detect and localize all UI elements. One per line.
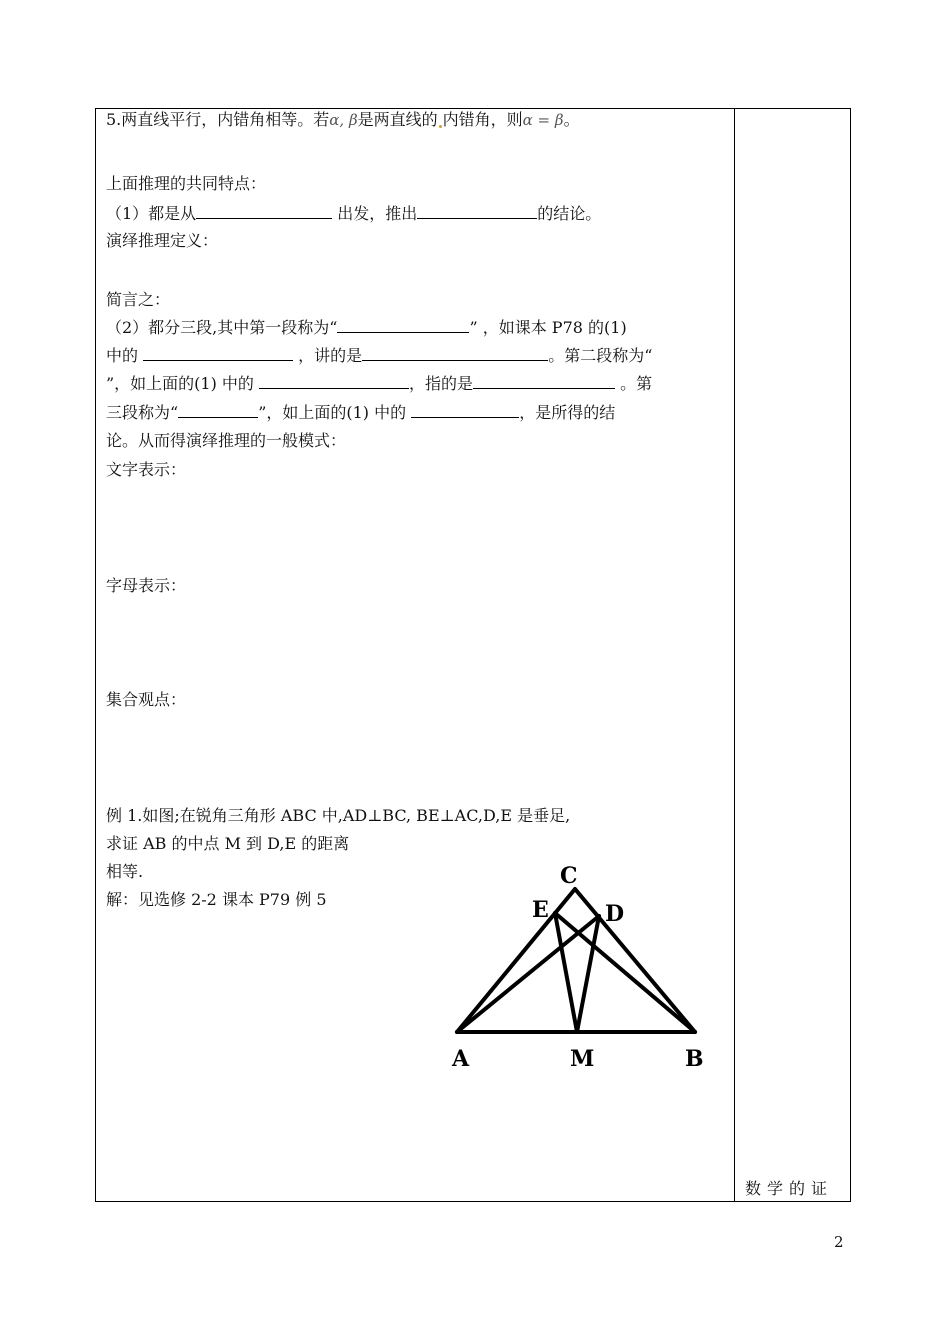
- item2-line1-b: ” ，如课本 P78 的(1): [469, 318, 627, 337]
- item1-blank-1[interactable]: [196, 203, 332, 219]
- item2-line3: [106, 373, 652, 394]
- item2-line3-c: 。第: [615, 374, 653, 393]
- item2-line1: [106, 317, 627, 338]
- item2-line1-a: （2）都分三段,其中第一段称为“: [106, 318, 338, 337]
- statement-middle: 是两直线的: [357, 110, 438, 129]
- item2-blank-1[interactable]: [337, 317, 469, 333]
- common-heading: 上面推理的共同特点：: [106, 174, 267, 193]
- item2-blank-6[interactable]: [178, 402, 258, 418]
- item2-line2-b: ，讲的是: [293, 346, 363, 365]
- side-column-text: 数学的证: [745, 1179, 834, 1198]
- segment-be: [555, 913, 695, 1032]
- letter-representation-heading: 字母表示：: [106, 576, 187, 595]
- text-representation-heading: 文字表示：: [106, 460, 187, 479]
- item2-line4-a: 三段称为“: [106, 403, 179, 422]
- item2-blank-4[interactable]: [259, 373, 409, 389]
- item2-line2-a: 中的: [106, 346, 144, 365]
- example-line2: 求证 AB 的中点 M 到 D,E 的距离: [106, 834, 350, 853]
- item1-blank-2[interactable]: [417, 203, 537, 219]
- example-line3: 相等.: [106, 862, 144, 881]
- item2-line4-b: ”，如上面的(1) 中的: [258, 403, 412, 422]
- item2-line2: [106, 345, 652, 366]
- definition-heading: 演绎推理定义：: [106, 231, 219, 250]
- angle-vars: α, β: [329, 111, 358, 129]
- item2-line3-a: ”，如上面的(1) 中的: [106, 374, 260, 393]
- statement-prefix: 5.两直线平行，内错角相等。若: [106, 110, 330, 129]
- example-line1: 例 1.如图;在锐角三角形 ABC 中,AD⊥BC, BE⊥AC,D,E 是垂足,: [106, 806, 571, 825]
- label-m: M: [570, 1046, 595, 1072]
- label-b: B: [685, 1046, 704, 1072]
- item1-line: [106, 203, 601, 224]
- triangle-figure: [440, 855, 720, 1085]
- item1-a: （1）都是从: [106, 204, 197, 223]
- label-a: A: [452, 1046, 470, 1072]
- segment-cb: [575, 889, 695, 1032]
- example-solution: 解：见选修 2-2 课本 P79 例 5: [106, 890, 327, 909]
- item2-line2-c: 。第二段称为“: [548, 346, 653, 365]
- item2-blank-3[interactable]: [362, 345, 548, 361]
- angle-equation: α = β: [522, 111, 564, 129]
- item2-blank-2[interactable]: [143, 345, 293, 361]
- label-c: C: [560, 863, 578, 889]
- item2-line4-c: ，是所得的结: [519, 403, 616, 422]
- set-view-heading: 集合观点：: [106, 690, 187, 709]
- item1-b: 出发，推出: [332, 204, 418, 223]
- statement-line: [106, 110, 580, 130]
- item1-c: 的结论。: [537, 204, 602, 223]
- statement-middle2: 内错角，则: [442, 110, 523, 129]
- item2-line3-b: ，指的是: [409, 374, 474, 393]
- segment-ac: [457, 889, 575, 1032]
- column-divider: [734, 108, 735, 1202]
- item2-blank-7[interactable]: [411, 402, 519, 418]
- brief-heading: 简言之：: [106, 290, 171, 309]
- label-d: D: [605, 901, 625, 927]
- item2-line4: [106, 402, 615, 423]
- statement-suffix: 。: [563, 110, 580, 129]
- label-e: E: [532, 897, 549, 923]
- item2-line5: 论。从而得演绎推理的一般模式：: [106, 431, 347, 450]
- emphasis-dot-icon: [439, 125, 442, 128]
- page-number: 2: [834, 1233, 844, 1251]
- item2-blank-5[interactable]: [473, 373, 615, 389]
